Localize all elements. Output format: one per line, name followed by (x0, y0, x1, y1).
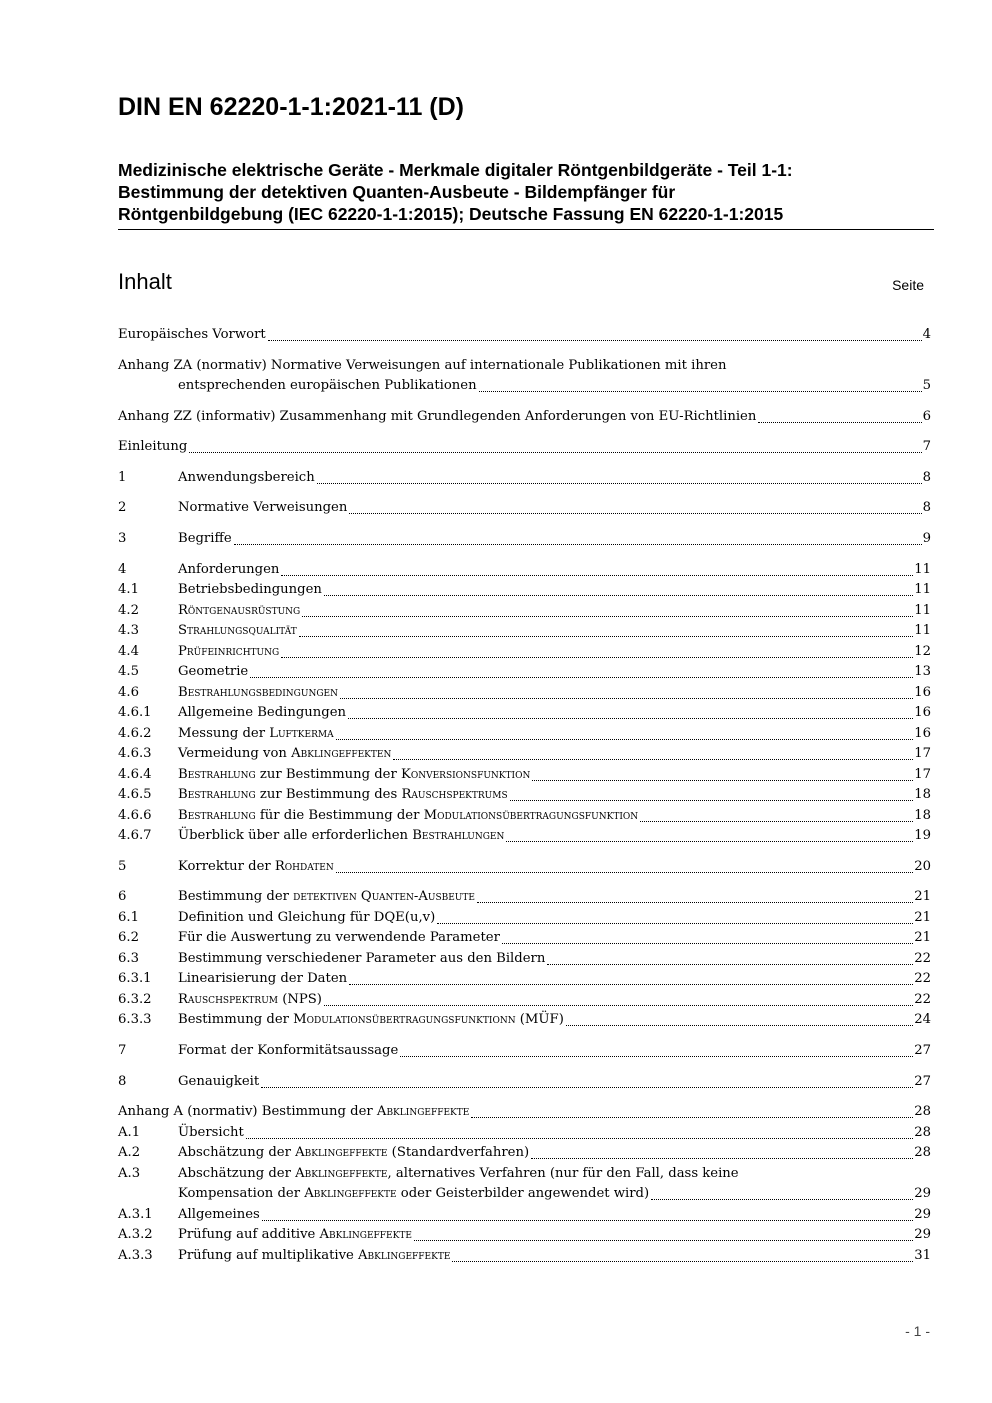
toc-entry-title: Prüfeinrichtung (178, 643, 280, 659)
toc-entry[interactable] (118, 662, 931, 683)
toc-entry-title: Anhang ZA (normativ) Normative Verweisungen auf internationale Publikationen mit ihren (118, 357, 727, 373)
toc-entry[interactable] (118, 325, 931, 346)
toc-entry-page: 12 (914, 643, 931, 659)
toc-entry-page: 31 (914, 1247, 931, 1263)
toc-entry[interactable] (118, 908, 931, 929)
toc-entry[interactable] (118, 1072, 931, 1093)
toc-entry-title: Format der Konformitätsaussage (178, 1042, 399, 1058)
toc-entry-page: 16 (914, 725, 931, 741)
toc-dot-leader (566, 1025, 913, 1026)
toc-entry-number: 4.6.1 (118, 705, 152, 721)
toc-dot-leader (299, 636, 913, 637)
toc-entry-number: 4.2 (118, 602, 139, 618)
toc-entry-title: Anforderungen (178, 561, 280, 577)
toc-entry-number: 6.1 (118, 909, 139, 925)
toc-entry-page: 27 (914, 1073, 931, 1089)
toc-entry[interactable] (118, 529, 931, 550)
toc-entry-number: 8 (118, 1073, 127, 1089)
title-divider (118, 229, 934, 230)
toc-entry[interactable] (118, 1143, 931, 1164)
toc-entry-number: 4.5 (118, 664, 139, 680)
toc-entry-page: 7 (922, 439, 931, 455)
toc-entry-number: 6 (118, 889, 127, 905)
toc-entry-title: Korrektur der Rohdaten (178, 858, 334, 874)
toc-dot-leader (547, 964, 913, 965)
toc-entry-page: 11 (914, 602, 931, 618)
toc-page-column-label: Seite (892, 277, 924, 293)
toc-entry-number: A.3.1 (118, 1206, 153, 1222)
toc-entry-number: 2 (118, 500, 127, 516)
toc-entry-number: 4 (118, 561, 127, 577)
toc-entry[interactable] (118, 560, 931, 581)
toc-entry-title: Einleitung (118, 439, 188, 455)
toc-entry-title: Bestimmung verschiedener Parameter aus den Bildern (178, 950, 546, 966)
toc-entry-page: 18 (914, 787, 931, 803)
toc-entry-number: 4.6.4 (118, 766, 152, 782)
toc-entry-page: 4 (922, 327, 931, 342)
toc-dot-leader (281, 657, 913, 658)
toc-dot-leader (349, 984, 913, 985)
toc-entry-page: 22 (914, 950, 931, 966)
toc-entry-page: 29 (914, 1206, 931, 1222)
toc-dot-leader (250, 677, 913, 678)
toc-entry-title: Allgemeine Bedingungen (178, 705, 347, 721)
table-of-contents (118, 325, 931, 1266)
toc-dot-leader (471, 1117, 913, 1118)
toc-entry-page: 16 (914, 684, 931, 700)
toc-entry-title: Strahlungsqualität (178, 623, 297, 639)
toc-entry-title: Anhang ZZ (informativ) Zusammenhang mit Grundlegenden Anforderungen von EU-Richtlinien (118, 408, 757, 424)
toc-entry-title-continued: entsprechenden europäischen Publikationen (178, 378, 477, 394)
toc-entry-page: 11 (914, 582, 931, 598)
toc-entry-title: Normative Verweisungen (178, 500, 348, 516)
toc-entry-number: 5 (118, 858, 127, 874)
toc-entry-number: 3 (118, 531, 127, 547)
toc-entry-number: 4.6.6 (118, 807, 152, 823)
toc-entry-number: 4.4 (118, 643, 139, 659)
subtitle-line-1: Medizinische elektrische Geräte - Merkmale digitaler Röntgenbildgeräte - Teil 1-1: (118, 160, 793, 180)
toc-entry-title: Betriebsbedingungen (178, 582, 322, 598)
toc-dot-leader (400, 1056, 913, 1057)
toc-entry-number: A.2 (118, 1145, 141, 1161)
toc-dot-leader (324, 1005, 913, 1006)
toc-entry-title: Allgemeines (178, 1206, 260, 1222)
toc-dot-leader (477, 902, 913, 903)
toc-entry-title: Prüfung auf additive Abklingeffekte (178, 1227, 412, 1243)
toc-entry[interactable] (118, 744, 931, 765)
document-title: DIN EN 62220-1-1:2021-11 (D) (118, 93, 464, 121)
toc-entry-page: 21 (914, 930, 931, 946)
toc-entry-page: 28 (914, 1104, 931, 1120)
toc-entry[interactable] (118, 1102, 931, 1123)
toc-dot-leader (651, 1199, 913, 1200)
toc-entry-page: 29 (914, 1227, 931, 1243)
toc-dot-leader (510, 800, 913, 801)
toc-entry-title: Messung der Luftkerma (178, 725, 334, 741)
toc-dot-leader (261, 1087, 913, 1088)
toc-dot-leader (302, 616, 913, 617)
toc-entry-page: 13 (914, 664, 931, 680)
toc-dot-leader (234, 544, 922, 545)
subtitle-line-2: Bestimmung der detektiven Quanten-Ausbeute - Bildempfänger für (118, 182, 676, 202)
toc-entry[interactable] (118, 857, 931, 878)
toc-dot-leader (349, 513, 922, 514)
toc-dot-leader (531, 1158, 913, 1159)
toc-entry-number: 6.3.3 (118, 1012, 152, 1028)
toc-entry-title: Linearisierung der Daten (178, 971, 348, 987)
toc-entry[interactable] (118, 356, 931, 397)
toc-entry[interactable] (118, 990, 931, 1011)
toc-entry-page: 11 (914, 561, 931, 577)
toc-entry-number: 4.6 (118, 684, 139, 700)
toc-entry-page: 8 (922, 500, 931, 516)
toc-entry[interactable] (118, 601, 931, 622)
toc-entry-page: 16 (914, 705, 931, 721)
toc-entry-title: Bestrahlung zur Bestimmung des Rauschspektrums (178, 787, 508, 803)
toc-entry-page: 22 (914, 971, 931, 987)
toc-entry-title: Bestimmung der detektiven Quanten-Ausbeute (178, 889, 475, 905)
page-number: - 1 - (905, 1323, 930, 1339)
toc-entry[interactable] (118, 928, 931, 949)
toc-entry[interactable] (118, 1164, 931, 1205)
toc-entry[interactable] (118, 437, 931, 458)
toc-entry-page: 18 (914, 807, 931, 823)
toc-entry[interactable] (118, 1041, 931, 1062)
toc-entry-page: 17 (914, 766, 931, 782)
toc-dot-leader (336, 872, 913, 873)
toc-dot-leader (281, 575, 913, 576)
toc-entry-title: Überblick über alle erforderlichen Bestrahlungen (178, 828, 505, 844)
toc-entry-number: 6.2 (118, 930, 139, 946)
toc-dot-leader (452, 1261, 913, 1262)
toc-entry[interactable] (118, 765, 931, 786)
toc-entry-page: 6 (922, 408, 931, 424)
toc-entry-number: 4.6.3 (118, 746, 152, 762)
toc-dot-leader (502, 943, 913, 944)
toc-entry-title: Bestrahlung zur Bestimmung der Konversionsfunktion (178, 766, 531, 782)
toc-entry-title: Anhang A (normativ) Bestimmung der Abklingeffekte (118, 1104, 470, 1120)
toc-entry[interactable] (118, 785, 931, 806)
toc-entry-title: Für die Auswertung zu verwendende Parameter (178, 930, 500, 946)
toc-entry-title: Abschätzung der Abklingeffekte (Standardverfahren) (178, 1145, 530, 1161)
toc-entry-title: Bestrahlungsbedingungen (178, 684, 338, 700)
toc-entry[interactable] (118, 826, 931, 847)
toc-entry[interactable] (118, 1123, 931, 1144)
toc-dot-leader (336, 739, 913, 740)
toc-dot-leader (348, 718, 913, 719)
toc-entry[interactable] (118, 1225, 931, 1246)
toc-entry[interactable] (118, 806, 931, 827)
toc-dot-leader (479, 391, 922, 392)
toc-entry-number: 6.3 (118, 950, 139, 966)
toc-dot-leader (189, 452, 922, 453)
toc-entry-title: Abschätzung der Abklingeffekte, alternatives Verfahren (nur für den Fall, dass keine (178, 1165, 739, 1181)
toc-entry[interactable] (118, 969, 931, 990)
toc-dot-leader (506, 841, 913, 842)
toc-dot-leader (758, 422, 922, 423)
toc-entry-title: Begriffe (178, 531, 232, 547)
toc-entry-page: 17 (914, 746, 931, 762)
toc-entry-title-continued: Kompensation der Abklingeffekte oder Geisterbilder angewendet wird) (178, 1186, 650, 1202)
toc-entry-page: 11 (914, 623, 931, 639)
toc-entry-number: 1 (118, 469, 127, 485)
toc-entry-title: Anwendungsbereich (178, 469, 315, 485)
toc-entry-number: 6.3.2 (118, 991, 152, 1007)
toc-entry-title: Übersicht (178, 1124, 244, 1140)
toc-entry-number: 4.6.7 (118, 828, 152, 844)
toc-entry-title: Definition und Gleichung für DQE(u,v) (178, 909, 436, 925)
toc-entry[interactable] (118, 621, 931, 642)
toc-entry-number: A.3.3 (118, 1247, 153, 1263)
toc-entry-page: 24 (914, 1012, 931, 1028)
toc-entry-title: Bestimmung der Modulationsübertragungsfunktionn (MÜF) (178, 1012, 564, 1028)
toc-entry[interactable] (118, 468, 931, 489)
toc-entry-page: 8 (922, 469, 931, 485)
toc-dot-leader (268, 340, 922, 341)
toc-entry-title: Vermeidung von Abklingeffekten (178, 746, 392, 762)
toc-entry[interactable] (118, 683, 931, 704)
toc-entry-page: 20 (914, 858, 931, 874)
document-subtitle (118, 159, 936, 225)
toc-heading: Inhalt (118, 269, 172, 294)
toc-entry[interactable] (118, 949, 931, 970)
toc-dot-leader (340, 698, 913, 699)
toc-entry-number: A.1 (118, 1124, 141, 1140)
toc-dot-leader (324, 595, 913, 596)
toc-dot-leader (262, 1220, 913, 1221)
toc-dot-leader (393, 759, 913, 760)
toc-entry[interactable] (118, 703, 931, 724)
toc-entry-title: Europäisches Vorwort (118, 327, 266, 342)
toc-entry-page: 27 (914, 1042, 931, 1058)
toc-entry-number: 4.6.2 (118, 725, 152, 741)
toc-dot-leader (437, 923, 913, 924)
toc-entry-title: Geometrie (178, 664, 249, 680)
subtitle-line-3: Röntgenbildgebung (IEC 62220-1-1:2015); Deutsche Fassung EN 62220-1-1:2015 (118, 204, 784, 224)
toc-entry-page: 28 (914, 1124, 931, 1140)
toc-entry-page: 28 (914, 1145, 931, 1161)
toc-entry-number: 7 (118, 1042, 127, 1058)
toc-entry[interactable] (118, 1246, 931, 1267)
toc-entry-number: A.3 (118, 1165, 141, 1181)
toc-entry-page: 29 (914, 1186, 931, 1202)
toc-entry-title: Prüfung auf multiplikative Abklingeffekte (178, 1247, 451, 1263)
toc-dot-leader (532, 780, 913, 781)
toc-entry[interactable] (118, 887, 931, 908)
toc-dot-leader (414, 1240, 913, 1241)
toc-entry-number: A.3.2 (118, 1227, 153, 1243)
toc-entry-number: 4.1 (118, 582, 139, 598)
toc-entry-page: 21 (914, 889, 931, 905)
toc-entry-title: Rauschspektrum (NPS) (178, 991, 322, 1007)
toc-entry[interactable] (118, 1010, 931, 1031)
toc-entry-page: 9 (922, 531, 931, 547)
toc-entry-page: 22 (914, 991, 931, 1007)
toc-entry-page: 21 (914, 909, 931, 925)
toc-entry-page: 5 (922, 378, 931, 394)
toc-entry-title: Röntgenausrüstung (178, 602, 301, 618)
toc-entry[interactable] (118, 1205, 931, 1226)
toc-entry[interactable] (118, 642, 931, 663)
toc-dot-leader (317, 483, 922, 484)
toc-entry[interactable] (118, 580, 931, 601)
toc-entry[interactable] (118, 724, 931, 745)
toc-entry-number: 6.3.1 (118, 971, 152, 987)
toc-entry-title: Bestrahlung für die Bestimmung der Modulationsübertragungsfunktion (178, 807, 639, 823)
toc-entry[interactable] (118, 407, 931, 428)
toc-entry-number: 4.6.5 (118, 787, 152, 803)
toc-dot-leader (640, 821, 913, 822)
toc-dot-leader (246, 1138, 913, 1139)
toc-entry-number: 4.3 (118, 623, 139, 639)
toc-entry-page: 19 (914, 828, 931, 844)
toc-entry-title: Genauigkeit (178, 1073, 260, 1089)
toc-entry[interactable] (118, 498, 931, 519)
